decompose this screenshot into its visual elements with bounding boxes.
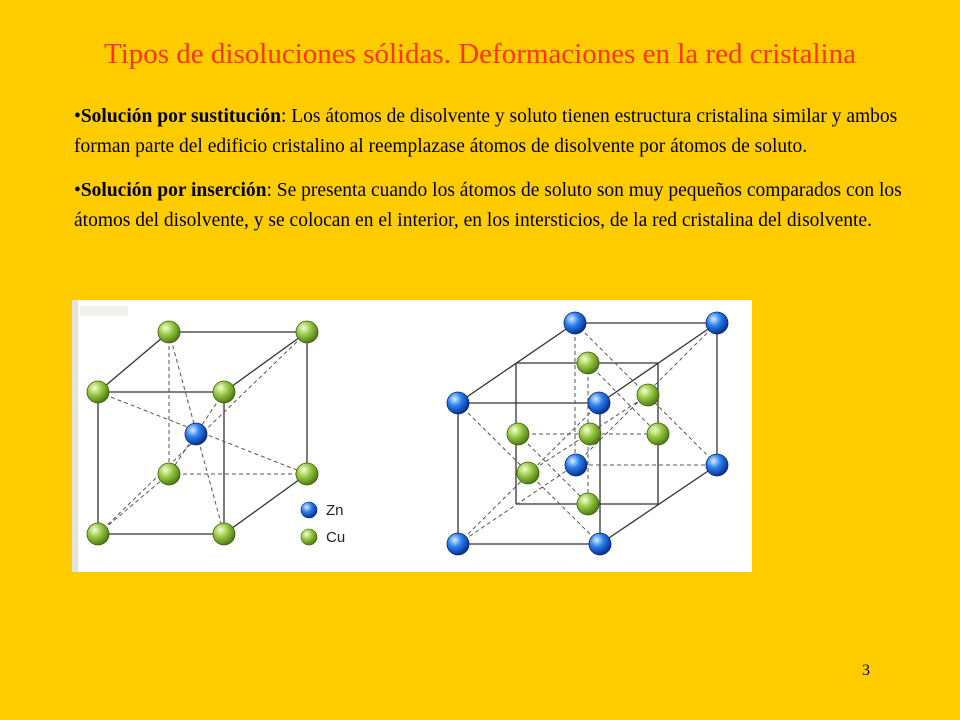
slide-title: Tipos de disoluciones sólidas. Deformaciones en la red cristalina bbox=[104, 38, 856, 70]
cu-atom bbox=[577, 493, 599, 515]
cu-atom bbox=[158, 321, 180, 343]
zn-legend-label: Zn bbox=[326, 502, 344, 519]
cu-atom bbox=[158, 463, 180, 485]
legend bbox=[301, 502, 345, 546]
zn-atom bbox=[447, 533, 469, 555]
bullet-text: : Los átomos de disolvente y soluto tienen estructura cristalina similar y ambos forman parte del edificio cristalino al reemplazase átomos de disolvente por átomos de soluto. bbox=[74, 106, 898, 157]
bullet-term: Solución por sustitución bbox=[80, 106, 281, 127]
cu-atom bbox=[87, 523, 109, 545]
bullet-substitution: •Solución por sustitución: Los átomos de disolvente y soluto tienen estructura cristalina similar y ambos forman parte del edificio cristalino al reemplazase átomos de disolvente por átomos de soluto. bbox=[74, 106, 898, 157]
page-number: 3 bbox=[862, 662, 870, 679]
zn-atom bbox=[565, 454, 587, 476]
zn-atom bbox=[589, 533, 611, 555]
bullet-list bbox=[74, 102, 914, 250]
atoms bbox=[87, 321, 318, 545]
cu-atom bbox=[296, 463, 318, 485]
cu-atom bbox=[87, 381, 109, 403]
cu-atom bbox=[517, 462, 539, 484]
zn-legend-icon bbox=[301, 502, 317, 518]
cu-atom bbox=[213, 381, 235, 403]
substitution-lattice bbox=[87, 321, 318, 545]
bullet-insertion: •Solución por inserción: Se presenta cuando los átomos de soluto son muy pequeños comparados con los átomos del disolvente, y se colocan en el interior, en los intersticios, de la red cristalina del disolvente. bbox=[74, 180, 902, 231]
cu-atom bbox=[579, 423, 601, 445]
cu-atom bbox=[647, 423, 669, 445]
cu-legend-label: Cu bbox=[326, 529, 346, 546]
bullet-text: : Se presenta cuando los átomos de soluto son muy pequeños comparados con los átomos del disolvente, y se colocan en el interior, en los intersticios, de la red cristalina del disolvente. bbox=[74, 180, 902, 231]
zn-atom bbox=[588, 392, 610, 414]
zn-atom bbox=[185, 423, 207, 445]
zn-atom bbox=[706, 454, 728, 476]
cu-atom bbox=[296, 321, 318, 343]
cu-atom bbox=[507, 423, 529, 445]
cu-atom bbox=[637, 384, 659, 406]
bullet-term: Solución por inserción bbox=[80, 180, 267, 201]
crystal-lattice-figure bbox=[72, 300, 752, 572]
zn-atom bbox=[447, 392, 469, 414]
zn-atom bbox=[706, 312, 728, 334]
insertion-lattice bbox=[447, 312, 728, 555]
zn-atom bbox=[564, 312, 586, 334]
lattice-diagrams bbox=[72, 300, 752, 572]
cu-atom bbox=[577, 352, 599, 374]
cu-legend-icon bbox=[301, 529, 317, 545]
cu-atom bbox=[213, 523, 235, 545]
